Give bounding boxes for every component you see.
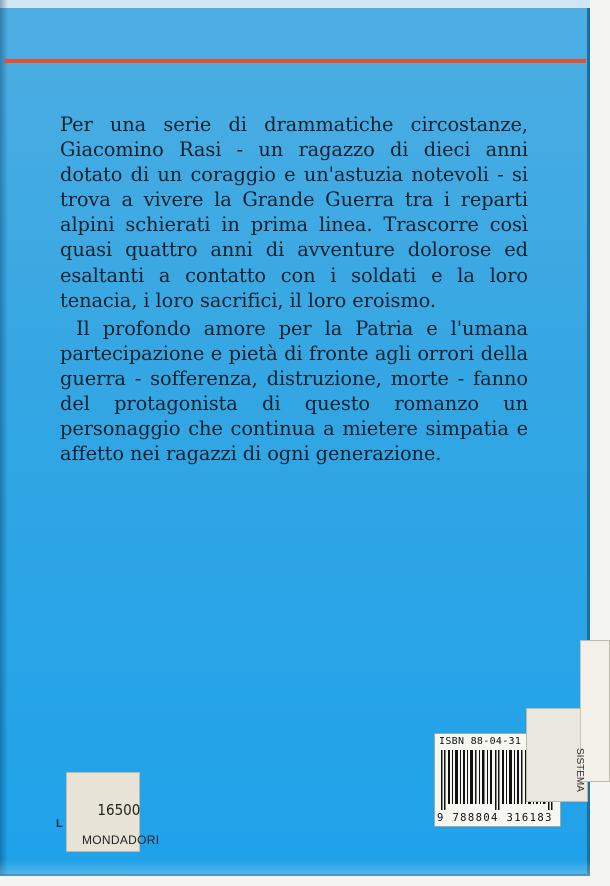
blurb-text [60,112,528,466]
blurb-paragraph-2: Il profondo amore per la Patria e l'umana partecipazione e pietà di fronte agli orrori della guerra - sofferenza, distruzione, morte - fanno del protagonista di questo romanzo un personaggio che continua a mietere simpatia e affetto nei ragazzi di ogni generazione. [60,316,528,466]
library-sticker-label: SISTEMA [574,748,585,792]
red-rule [4,59,586,63]
corner-mark: L [56,818,63,830]
price-tag: 16500 [97,801,141,819]
blurb-paragraph-1: Per una serie di drammatiche circostanze, Giacomino Rasi - un ragazzo di dieci anni dotato di un coraggio e un'astuzia notevoli - si trova a vivere la Grande Guerra tra i reparti alpini schierati in prima linea. Trascorre così quasi quattro anni di avventure dolorose ed esaltanti a contatto con i soldati e la loro tenacia, i loro sacrifici, il loro eroismo. [60,113,528,312]
spine-shadow [0,0,8,876]
publisher-label: MONDADORI [82,833,160,847]
ean-digits: 9 788804 316183 [437,812,553,824]
cover-top-edge [0,0,590,8]
isbn-text: ISBN 88-04-31 [439,736,522,747]
cover-wear [0,860,590,876]
